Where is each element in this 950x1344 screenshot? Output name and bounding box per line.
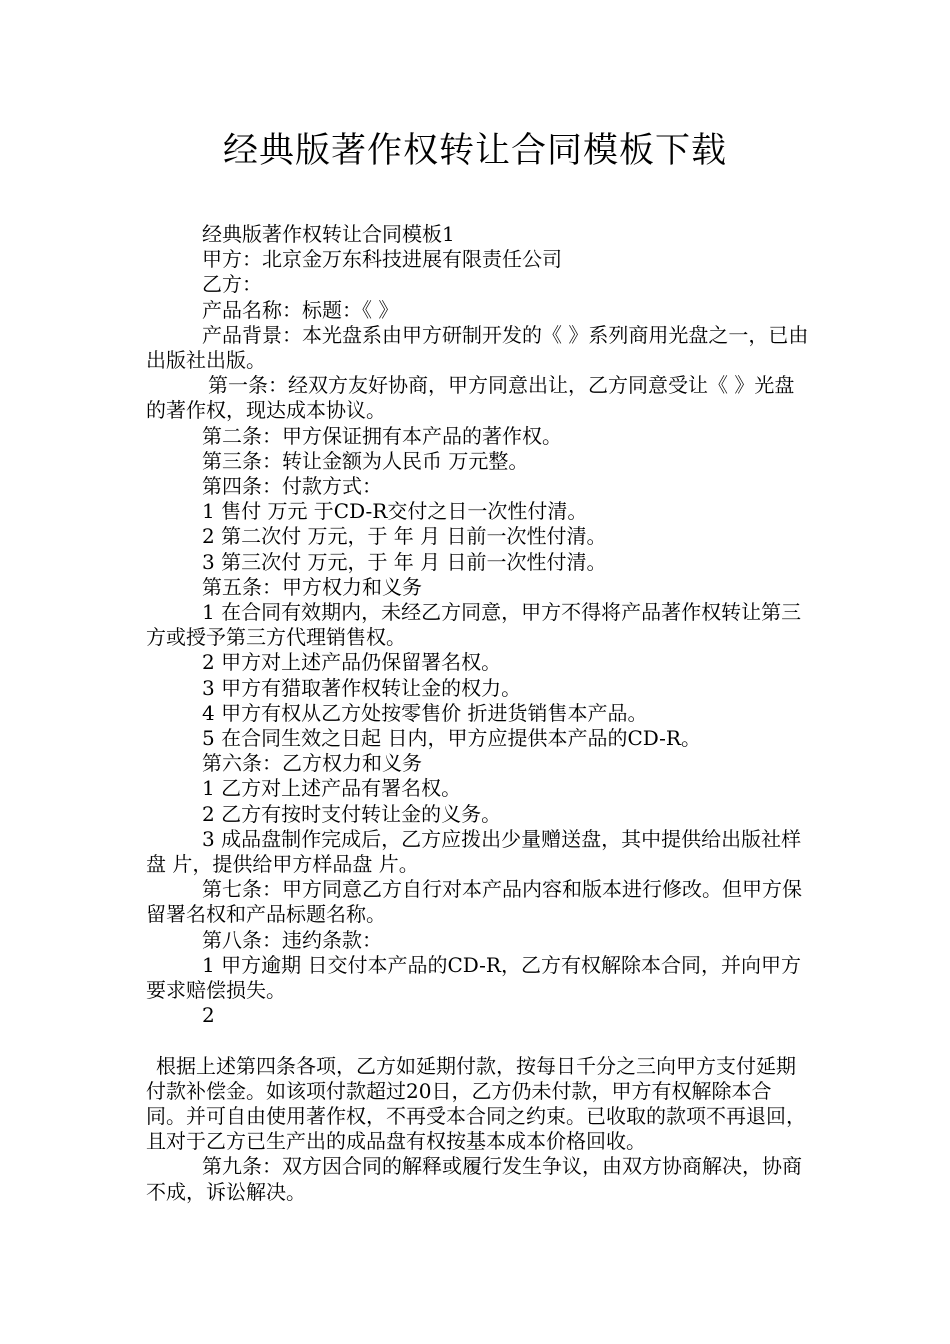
list-item: 1 乙方对上述产品有署名权。 bbox=[202, 776, 462, 801]
list-item: 2 第二次付 万元，于 年 月 日前一次性付清。 bbox=[202, 524, 607, 549]
paragraph-article-6: 第六条：乙方权力和义务 bbox=[202, 751, 422, 776]
paragraph-article-1: 第一条：经双方友好协商，甲方同意出让，乙方同意受让《 》光盘的著作权，现达成本协议。 bbox=[146, 373, 795, 423]
page-title: 经典版著作权转让合同模板下载 bbox=[222, 131, 727, 171]
paragraph-article-2: 第二条：甲方保证拥有本产品的著作权。 bbox=[202, 423, 562, 448]
paragraph-article-8: 第八条：违约条款： bbox=[202, 927, 382, 952]
paragraph-product-background: 产品背景：本光盘系由甲方研制开发的《 》系列商用光盘之一，已由 出版社出版。 bbox=[146, 322, 809, 373]
list-item: 2 bbox=[202, 1003, 215, 1028]
list-item: 1 售付 万元 于CD-R交付之日一次性付清。 bbox=[202, 499, 588, 524]
list-item: 2 甲方对上述产品仍保留署名权。 bbox=[202, 650, 502, 675]
list-item: 1 甲方逾期 日交付本产品的CD-R，乙方有权解除本合同，并向甲方要求赔偿损失。 bbox=[146, 952, 801, 1003]
paragraph-article-9: 第九条：双方因合同的解释或履行发生争议，由双方协商解决，协商不成，诉讼解决。 bbox=[146, 1154, 802, 1204]
list-item: 5 在合同生效之日起 日内，甲方应提供本产品的CD-R。 bbox=[202, 726, 701, 751]
document-body bbox=[146, 222, 810, 1205]
list-item: 3 甲方有猎取著作权转让金的权力。 bbox=[202, 675, 522, 700]
list-item: 3 成品盘制作完成后，乙方应拨出少量赠送盘，其中提供给出版社样盘 片，提供给甲方样品盘 片。 bbox=[146, 826, 802, 877]
paragraph-product-name: 产品名称：标题：《 》 bbox=[202, 297, 399, 322]
list-item: 2 乙方有按时支付转让金的义务。 bbox=[202, 801, 502, 826]
paragraph-article-7: 第七条：甲方同意乙方自行对本产品内容和版本进行修改。但甲方保留署名权和产品标题名称。 bbox=[146, 877, 802, 927]
paragraph-article-3: 第三条：转让金额为人民币 万元整。 bbox=[202, 448, 529, 473]
list-item: 1 在合同有效期内，未经乙方同意，甲方不得将产品著作权转让第三方或授予第三方代理销售权。 bbox=[146, 600, 802, 650]
paragraph-party-a: 甲方：北京金万东科技进展有限责任公司 bbox=[202, 247, 562, 272]
list-item: 4 甲方有权从乙方处按零售价 折进货销售本产品。 bbox=[202, 700, 648, 725]
paragraph-article-5: 第五条：甲方权力和义务 bbox=[202, 574, 422, 599]
paragraph-heading: 经典版著作权转让合同模板1 bbox=[202, 222, 455, 246]
paragraph-article-4: 第四条：付款方式： bbox=[202, 474, 382, 499]
paragraph-late-payment: 根据上述第四条各项，乙方如延期付款，按每日千分之三向甲方支付延期付款补偿金。如该项付款超过20日，乙方仍未付款，甲方有权解除本合同。并可自由使用著作权，不再受本合同之约束。已收取的款项不再退回，且对于乙方已生产出的成品盘有权按基本成本价格回收。 bbox=[146, 1053, 806, 1154]
paragraph-party-b: 乙方： bbox=[202, 272, 262, 297]
blank-line bbox=[146, 1029, 810, 1054]
list-item: 3 第三次付 万元，于 年 月 日前一次性付清。 bbox=[202, 549, 607, 574]
